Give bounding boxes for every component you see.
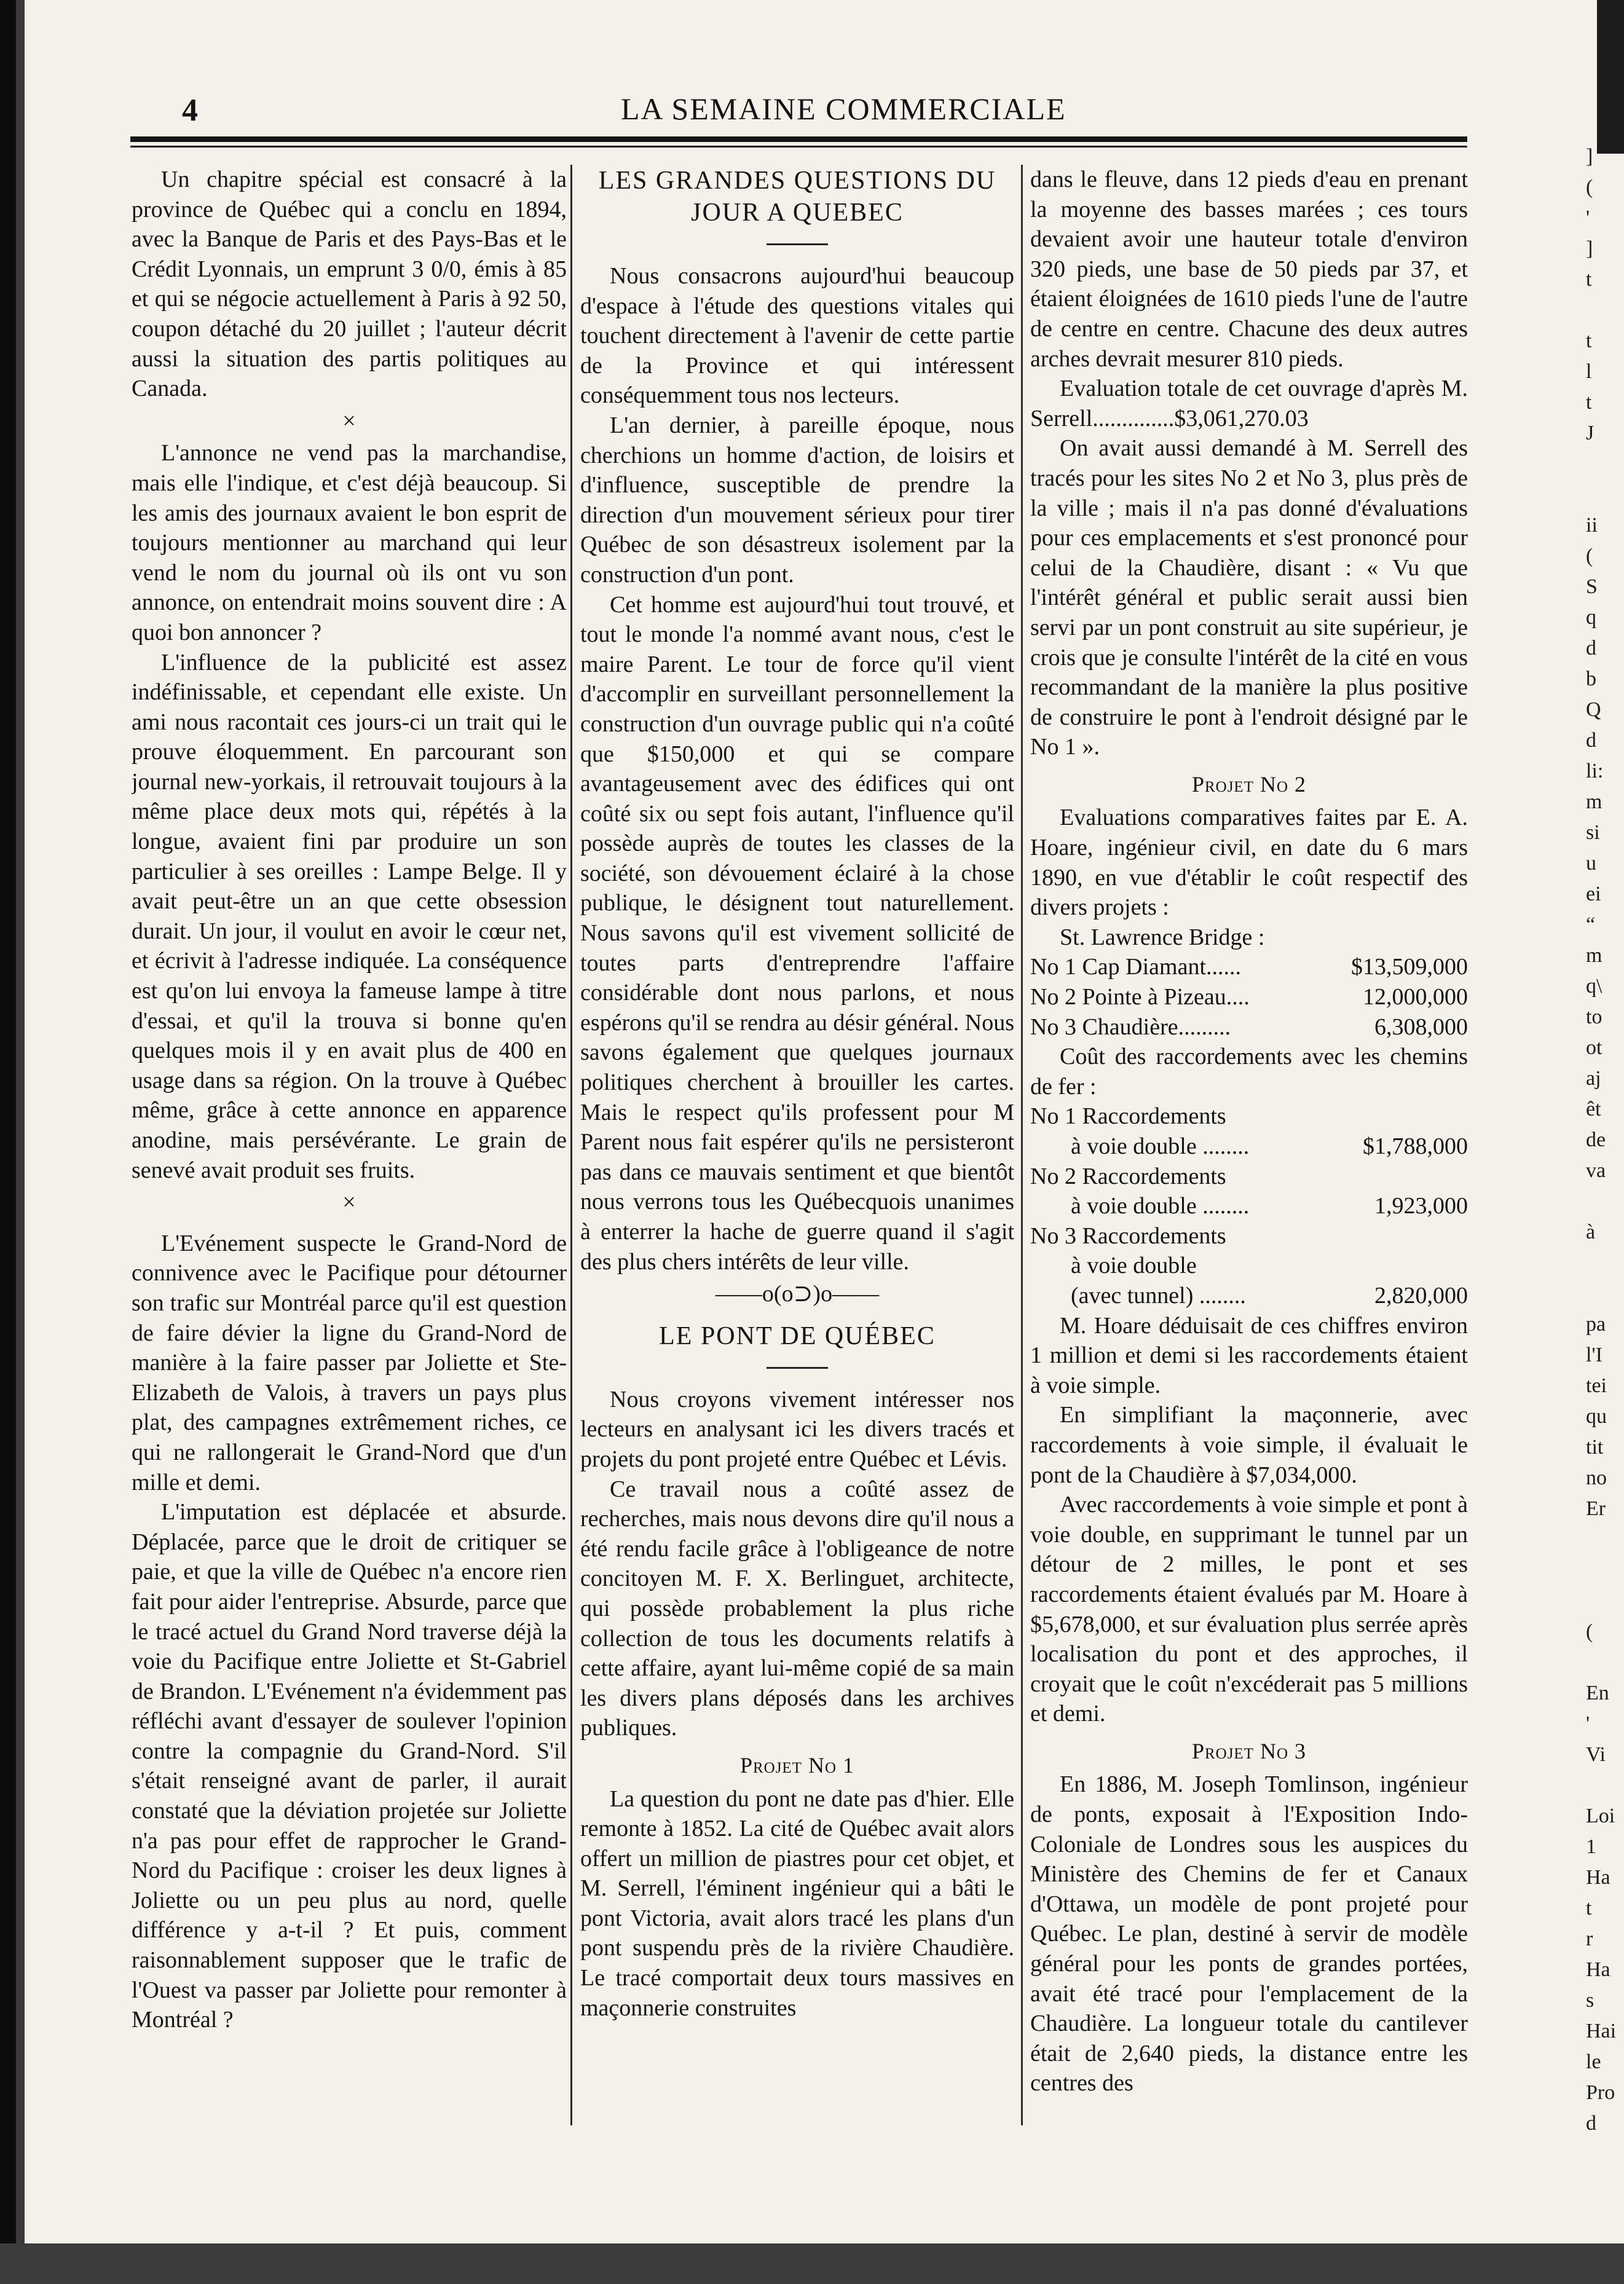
- margin-fragment: (: [1586, 176, 1593, 199]
- paragraph-maire-parent: Cet homme est aujourd'hui tout trouvé, et tout le monde l'a nommé avant nous, c'est le maire Parent. Le tour de force qu'il vient d'accomplir en surveillant personnellement la construction d'un ouvrage public qui n'a coûté que $150,000 et qui se compare avantageusement avec des édifices qui ont coûté six ou sept fois autant, l'influence qu'il possède auprès de toutes les classes de la société, son dévouement éclairé à la chose publique, le désignent tout naturellement. Nous savons qu'il est vivement sollicité de toutes parts d'entreprendre l'affaire considérable dont nous parlons, et nous espérons qu'il se rendra au désir général. Nous savons également que quelques journaux politiques cherchent à brouiller les cartes. Mais le respect qu'ils professent pour M Parent nous fait espérer qu'ils ne persisteront pas dans ce mauvais sentiment et que bientôt nous verrons tous les Québecquois unanimes à enterrer la hache de guerre quand il s'agit des plus chers intérêts de leur ville.: [580, 591, 1014, 1275]
- margin-fragment: [1586, 449, 1620, 479]
- margin-fragment: t: [1586, 1897, 1592, 1920]
- margin-fragment: t: [1586, 329, 1592, 352]
- margin-fragment: m: [1586, 944, 1602, 967]
- paragraph-raccordements-intro: Coût des raccordements avec les chemins de fer :: [1030, 1044, 1468, 1100]
- running-head-title: LA SEMAINE COMMERCIALE: [621, 92, 1066, 126]
- site-value: $13,509,000: [1351, 954, 1468, 980]
- margin-fragment: q\: [1586, 975, 1602, 998]
- raccord-value: 1,923,000: [1374, 1193, 1468, 1219]
- page-number: 4: [182, 93, 198, 128]
- header-rule-thin: [130, 146, 1467, 148]
- raccord-label: à voie double ........: [1071, 1193, 1250, 1219]
- margin-fragment: Ha: [1586, 1958, 1610, 1981]
- margin-fragment: t: [1586, 391, 1592, 414]
- margin-fragment: J: [1586, 422, 1594, 444]
- site-label: No 2 Pointe à Pizeau....: [1030, 984, 1250, 1010]
- sites-cost-table: [1030, 952, 1468, 1042]
- paragraph-traces: Nous croyons vivement intéresser nos lecteurs en analysant ici les divers tracés et projets du pont projeté entre Québec et Lévis.: [580, 1386, 1014, 1472]
- margin-fragment: [1586, 1248, 1620, 1278]
- scan-bottom-edge: [0, 2243, 1624, 2284]
- paragraph-hoare: Evaluations comparatives faites par E. A. Hoare, ingénieur civil, en date du 6 mars 1890, en vue d'établir le coût respectif des divers projets :: [1030, 805, 1468, 921]
- site-value: 6,308,000: [1374, 1014, 1468, 1040]
- raccord-title: No 2 Raccordements: [1030, 1163, 1226, 1189]
- table-row: [1030, 1221, 1468, 1251]
- margin-fragment: d: [1586, 2112, 1596, 2135]
- paragraph-publicite: L'influence de la publicité est assez indéfinissable, et cependant elle existe. Un ami nous racontait ces jours-ci un trait qui le prouve éloquemment. En parcourant son journal new-yorkais, il retrouvait toujours à la même place deux mots qui, répétés à la longue, avaient fini par produire un son particulier à ses oreilles : Lampe Belge. Il y avait peut-être un an que cette obsession durait. Un jour, il voulut en avoir le cœur net, et écrivit à l'adresse indiquée. La conséquence est qu'on lui envoya la fameuse lampe à titre d'essai, et qu'il la trouva si bonne qu'en quelques mois il y en avait plus de 400 en usage dans sa région. On la trouve à Québec même, grâce à cette annonce en apparence anodine, mais persévérante. Le grain de senevé avait produit ses fruits.: [132, 649, 567, 1183]
- margin-fragment: S: [1586, 575, 1598, 598]
- scan-right-edge: [1597, 0, 1624, 154]
- paragraph-serrell: La question du pont ne date pas d'hier. Elle remonte à 1852. La cité de Québec avait alors offert un million de piastres pour cet objet, et M. Serrell, l'éminent ingénieur qui a bâti le pont Victoria, avait alors tracé les plans d'un pont suspendu près de la rivière Chaudière. Le tracé comportait deux tours massives en maçonnerie construites: [580, 1786, 1014, 2021]
- margin-fragment: [1586, 1186, 1620, 1217]
- adjacent-page-margin-fragments: [1586, 141, 1620, 2139]
- margin-fragment: pa: [1586, 1313, 1606, 1336]
- margin-fragment: li:: [1586, 760, 1604, 782]
- paragraph-tours: dans le fleuve, dans 12 pieds d'eau en prenant la moyenne des basses marées ; ces tours devaient avoir une hauteur totale d'environ 320 pieds, une base de 50 pieds par 37, et étaient éloignées de 1610 pieds l'une de l'autre de centre en centre. Chacune des deux autres arches devrait mesurer 810 pieds.: [1030, 167, 1468, 372]
- paragraph-annonce: L'annonce ne vend pas la marchandise, mais elle l'indique, et c'est déjà beaucoup. Si les amis des journaux avaient le bon esprit de toujours mentionner au marchand qui leur vend le nom du journal où ils ont vu son annonce, on entendrait moins souvent dire : A quoi bon annoncer ?: [132, 440, 567, 645]
- margin-fragment: ot: [1586, 1036, 1602, 1059]
- article-heading-grandes-questions: LES GRANDES QUESTIONS DU JOUR A QUEBEC: [598, 167, 996, 227]
- paragraph-emprunt-quebec: Un chapitre spécial est consacré à la province de Québec qui a conclu en 1894, avec la Banque de Paris et des Pays-Bas et le Crédit Lyonnais, un emprunt 3 0/0, émis à 85 et qui se négocie actuellement à Paris à 92 50, coupon détaché du 20 juillet ; l'auteur décrit aussi la situation des partis politiques au Canada.: [132, 167, 567, 402]
- margin-fragment: si: [1586, 821, 1600, 844]
- margin-fragment: Loi: [1586, 1805, 1615, 1827]
- header-rule-thick: [130, 136, 1467, 142]
- margin-fragment: [1586, 479, 1620, 510]
- margin-fragment: [1586, 1278, 1620, 1309]
- paragraph-evenement-grand-nord: L'Evénement suspecte le Grand-Nord de connivence avec le Pacifique pour détourner son trafic sur Montréal parce qu'il est question de faire dévier la ligne du Grand-Nord de manière à la faire passer par Joliette et Ste-Elizabeth de Valois, à travers un pays plus plat, des campagnes extrêmement riches, ce qui ne rallongerait le Grand-Nord que d'un mille et demi.: [132, 1230, 567, 1495]
- site-value: 12,000,000: [1363, 984, 1468, 1010]
- margin-fragment: to: [1586, 1006, 1602, 1028]
- margin-fragment: l: [1586, 360, 1592, 383]
- scan-left-edge: [0, 0, 16, 2284]
- margin-fragment: êt: [1586, 1098, 1601, 1120]
- margin-fragment: aj: [1586, 1067, 1601, 1090]
- column-3: [1030, 165, 1468, 2119]
- margin-fragment: “: [1586, 913, 1596, 936]
- raccord-value: 2,820,000: [1374, 1282, 1468, 1309]
- margin-fragment: de: [1586, 1128, 1606, 1151]
- margin-fragment: Vi: [1586, 1743, 1606, 1766]
- margin-fragment: à: [1586, 1221, 1596, 1243]
- paragraph-sites: On avait aussi demandé à M. Serrell des tracés pour les sites No 2 et No 3, plus près de la ville ; mais il n'a pas donné d'évaluations pour ces emplacements et s'est prononcé pour celui de la Chaudière, disant : « Vu que l'intérêt général et public serait aussi bien servi par un pont construit au site supérieur, je crois que je consulte l'intérêt de la cité en vous recommandant de la manière la plus positive de construire le pont à l'endroit désigné par le No 1 ».: [1030, 435, 1468, 760]
- heading-dash: [767, 1367, 828, 1369]
- raccordements-table: [1030, 1101, 1468, 1310]
- margin-fragment: l'I: [1586, 1344, 1602, 1366]
- margin-fragment: b: [1586, 667, 1596, 690]
- raccord-label: (avec tunnel) ........: [1071, 1282, 1246, 1309]
- margin-fragment: s: [1586, 1989, 1594, 2012]
- margin-fragment: ii: [1586, 514, 1598, 537]
- margin-fragment: Er: [1586, 1497, 1606, 1520]
- paragraph-voie-double: Avec raccordements à voie simple et pont à voie double, en supprimant le tunnel par un détour de 2 milles, le pont et ses raccordements étaient évalués par M. Hoare à $5,678,000, et sur évaluation plus serrée après localisation du pont et des approches, il croyait que le coût n'excéderait pas 5 millions et demi.: [1030, 1492, 1468, 1727]
- margin-fragment: [1586, 295, 1620, 326]
- table-row: [1030, 1101, 1468, 1132]
- margin-fragment: qu: [1586, 1405, 1607, 1428]
- raccord-title: No 3 Raccordements: [1030, 1223, 1226, 1249]
- column-rule-2: [1021, 165, 1023, 2125]
- margin-fragment: [1586, 1586, 1620, 1617]
- section-separator: ×: [342, 1189, 356, 1216]
- margin-fragment: [1586, 1647, 1620, 1678]
- subheading-projet-3: Projet No 3: [1191, 1738, 1307, 1763]
- table-row: [1030, 1012, 1468, 1042]
- margin-fragment: tei: [1586, 1374, 1607, 1397]
- margin-fragment: ei: [1586, 883, 1601, 905]
- column-rule-1: [570, 165, 572, 2125]
- margin-fragment: Ha: [1586, 1866, 1610, 1889]
- column-1: [132, 165, 567, 2119]
- table-row: [1030, 1191, 1468, 1221]
- bridge-label: St. Lawrence Bridge :: [1060, 924, 1265, 950]
- table-row: [1030, 1251, 1468, 1281]
- subheading-projet-2: Projet No 2: [1191, 771, 1307, 797]
- scan-left-edge-shadow: [16, 0, 25, 2284]
- margin-fragment: (: [1586, 1620, 1593, 1643]
- table-row: [1030, 1132, 1468, 1162]
- table-row: [1030, 952, 1468, 982]
- margin-fragment: (: [1586, 545, 1593, 567]
- paragraph-an-dernier: L'an dernier, à pareille époque, nous cherchions un homme d'action, de loisirs et d'influence, susceptible de prendre la direction d'un mouvement sérieux pour tirer Québec de son désastreux isolement par la construction d'un pont.: [580, 412, 1014, 588]
- raccord-line2: à voie double: [1071, 1253, 1197, 1279]
- table-row: [1030, 982, 1468, 1012]
- margin-fragment: [1586, 1555, 1620, 1586]
- column-2: [580, 165, 1014, 2119]
- margin-fragment: q: [1586, 606, 1596, 629]
- margin-fragment: Pro: [1586, 2081, 1615, 2104]
- raccord-value: $1,788,000: [1363, 1133, 1468, 1159]
- article-heading-pont-de-quebec: LE PONT DE QUÉBEC: [659, 1321, 936, 1350]
- margin-fragment: d: [1586, 637, 1596, 660]
- section-separator: ×: [342, 408, 356, 434]
- margin-fragment: [1586, 1770, 1620, 1801]
- margin-fragment: Hai: [1586, 2020, 1617, 2042]
- raccord-title: No 1 Raccordements: [1030, 1103, 1226, 1130]
- paragraph-hoare-deduction: M. Hoare déduisait de ces chiffres environ 1 million et demi si les raccordements étaient à voie simple.: [1030, 1312, 1468, 1398]
- margin-fragment: r: [1586, 1928, 1593, 1950]
- margin-fragment: ': [1586, 207, 1590, 229]
- margin-fragment: le: [1586, 2050, 1601, 2073]
- margin-fragment: [1586, 1524, 1620, 1555]
- margin-fragment: no: [1586, 1467, 1607, 1489]
- margin-fragment: d: [1586, 729, 1596, 752]
- margin-fragment: Q: [1586, 698, 1601, 721]
- paragraph-berlinguet: Ce travail nous a coûté assez de recherches, mais nous devons dire qu'il nous a été rendu facile grâce à l'obligeance de notre concitoyen M. F. X. Berlinguet, architecte, qui possède probablement la plus riche collection de tous les documents relatifs à cette affaire, ayant lui-même copié de sa main les divers plans déposés dans les archives publiques.: [580, 1476, 1014, 1741]
- margin-fragment: En: [1586, 1682, 1609, 1704]
- margin-fragment: u: [1586, 852, 1596, 875]
- margin-fragment: t: [1586, 268, 1592, 291]
- margin-fragment: m: [1586, 790, 1602, 813]
- paragraph-maconnerie: En simplifiant la maçonnerie, avec raccordements à voie simple, il évaluait le pont de la Chaudière à $7,034,000.: [1030, 1402, 1468, 1488]
- site-label: No 3 Chaudière.........: [1030, 1014, 1231, 1040]
- ornament-separator: ——o(o⊃)o——: [715, 1281, 880, 1307]
- table-row: [1030, 1281, 1468, 1311]
- site-label: No 1 Cap Diamant......: [1030, 954, 1242, 980]
- paragraph-imputation: L'imputation est déplacée et absurde. Déplacée, parce que le droit de critiquer se paie, et que la ville de Québec n'a encore rien fait pour aider l'entreprise. Absurde, parce que le tracé actuel du Grand Nord traverse déjà la voie du Pacifique entre Joliette et St-Gabriel de Brandon. L'Evénement n'a évidemment pas réfléchi avant d'essayer de soulever l'opinion contre la compagnie du Grand-Nord. S'il s'était renseigné avant de parler, il aurait constaté que la déviation projetée sur Joliette n'a pas pour effet de rapprocher le Grand-Nord du Pacifique : croiser les deux lignes à Joliette ou un peu plus au nord, quelle différence y a-t-il ? Et puis, comment raisonnablement supposer que le trafic de l'Ouest va passer par Joliette pour remonter à Montréal ?: [132, 1499, 567, 2033]
- paragraph-intro: Nous consacrons aujourd'hui beaucoup d'espace à l'étude des questions vitales qui touchent directement à l'avenir de cette partie de la Province et qui intéressent conséquemment tous nos lecteurs.: [580, 263, 1014, 409]
- subheading-projet-1: Projet No 1: [739, 1752, 855, 1778]
- paragraph-tomlinson: En 1886, M. Joseph Tomlinson, ingénieur de ponts, exposait à l'Exposition Indo-Coloniale de Londres sous les auspices du Ministère des Chemins de fer et Canaux d'Ottawa, un modèle de pont projeté pour Québec. Le plan, destiné à servir de modèle général pour les ponts de grandes portées, avait été tracé pour l'emplacement de la Chaudière. La longueur totale du cantilever était de 2,640 pieds, la distance entre les centres des: [1030, 1771, 1468, 2097]
- margin-fragment: ]: [1586, 145, 1593, 168]
- raccord-label: à voie double ........: [1071, 1133, 1250, 1159]
- paragraph-evaluation-serrell: Evaluation totale de cet ouvrage d'après M. Serrell..............$3,061,270.03: [1030, 376, 1468, 431]
- heading-dash: [767, 243, 828, 245]
- margin-fragment: ]: [1586, 237, 1593, 260]
- table-row: [1030, 1162, 1468, 1192]
- margin-fragment: 1: [1586, 1835, 1596, 1858]
- margin-fragment: ': [1586, 1712, 1590, 1735]
- margin-fragment: va: [1586, 1159, 1606, 1182]
- margin-fragment: tit: [1586, 1436, 1604, 1459]
